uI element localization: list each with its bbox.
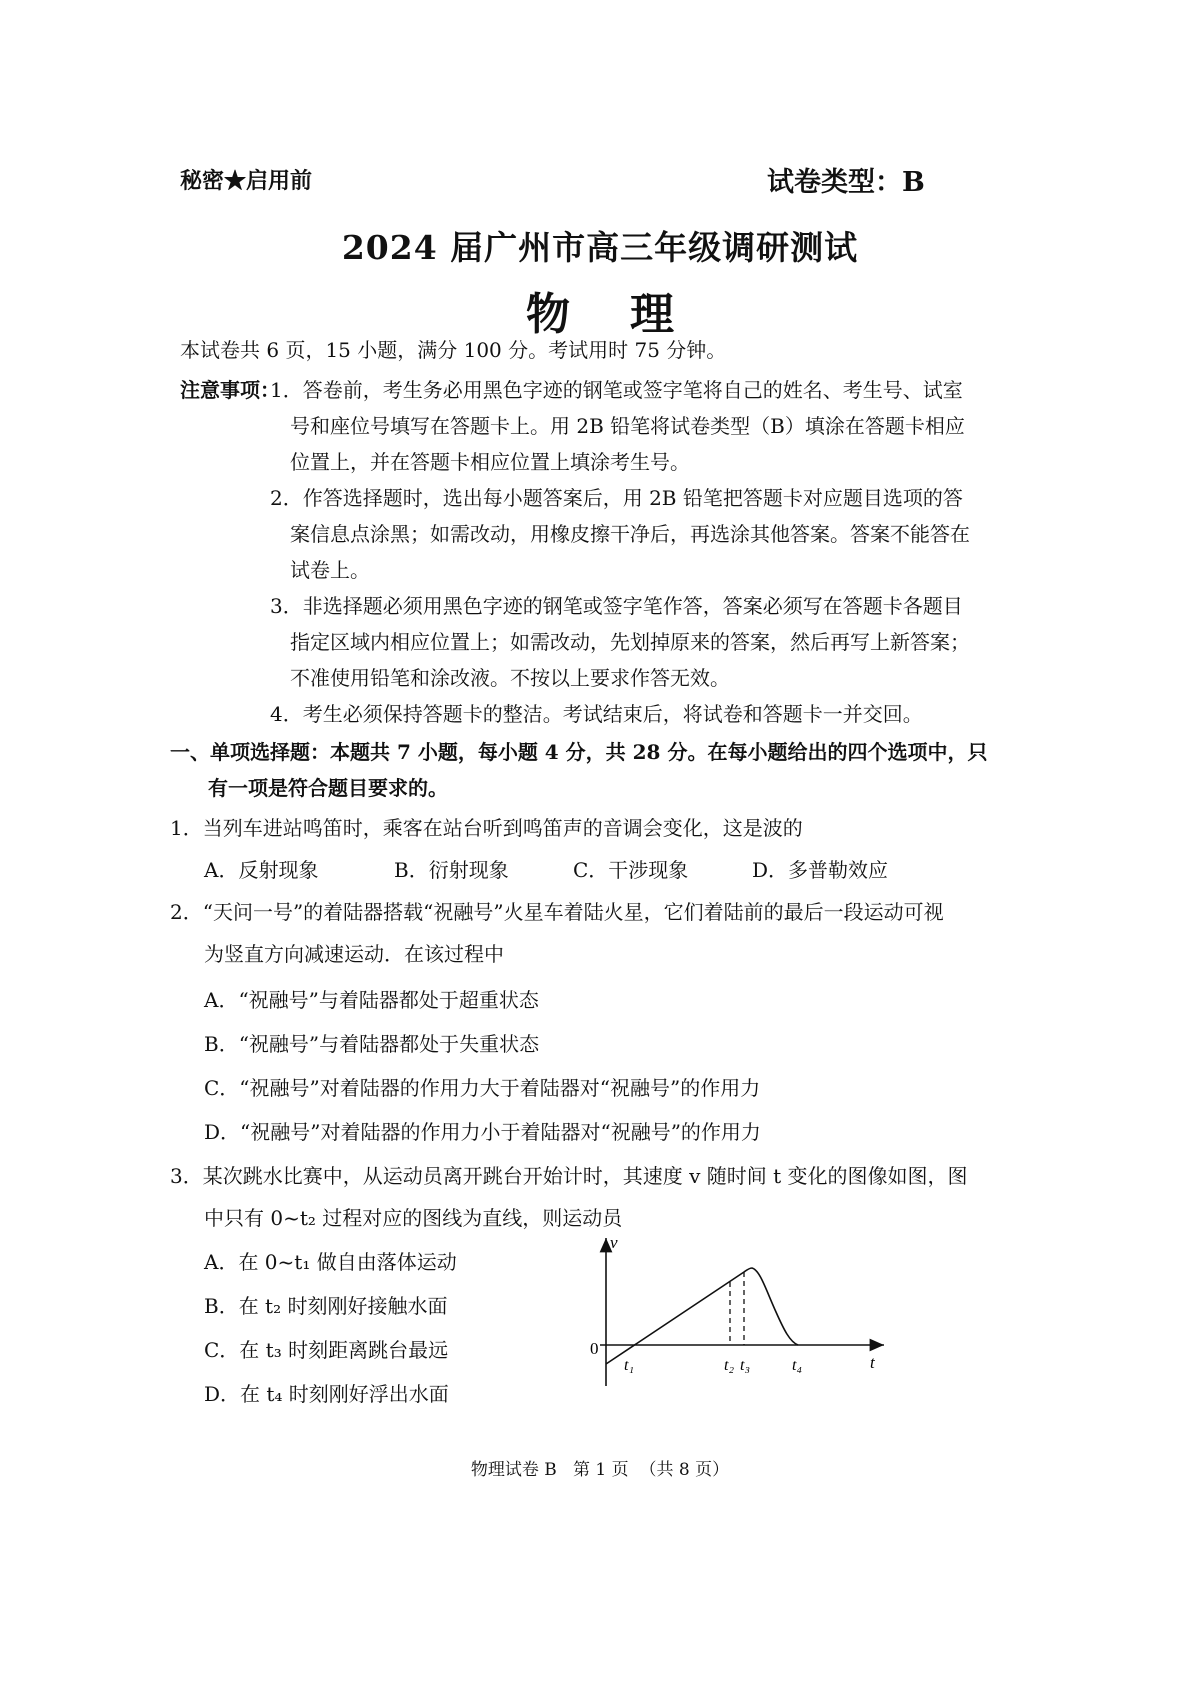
- q3-option-b: B．在 t₂ 时刻刚好接触水面: [204, 1294, 448, 1318]
- t1-label: t₁: [624, 1357, 635, 1374]
- note-line: 不准使用铅笔和涂改液。不按以上要求作答无效。: [290, 666, 730, 690]
- t2-label: t₂: [724, 1357, 735, 1374]
- note-line: 号和座位号填写在答题卡上。用 2B 铅笔将试卷类型（B）填涂在答题卡相应: [290, 414, 965, 438]
- q2-option-b: B．“祝融号”与着陆器都处于失重状态: [204, 1032, 540, 1056]
- velocity-curve: [606, 1268, 798, 1364]
- note-line: 2．作答选择题时，选出每小题答案后，用 2B 铅笔把答题卡对应题目选项的答: [270, 486, 963, 510]
- v-axis-label: v: [610, 1233, 618, 1252]
- q2-option-a: A．“祝融号”与着陆器都处于超重状态: [204, 988, 539, 1012]
- q2-option-d: D．“祝融号”对着陆器的作用力小于着陆器对“祝融号”的作用力: [204, 1120, 761, 1144]
- note-line: 试卷上。: [290, 558, 370, 582]
- exam-title: 2024 届广州市高三年级调研测试: [341, 228, 859, 267]
- t4-label: t₄: [792, 1357, 803, 1374]
- q1-option-d: D．多普勒效应: [752, 858, 889, 882]
- note-line: 1．答卷前，考生务必用黑色字迹的钢笔或签字笔将自己的姓名、考生号、试室: [270, 378, 963, 402]
- note-line: 案信息点涂黑；如需改动，用橡皮擦干净后，再选涂其他答案。答案不能答在: [290, 522, 970, 546]
- t-axis-label: t: [870, 1353, 875, 1372]
- q3-stem-cont: 中只有 0~t₂ 过程对应的图线为直线，则运动员: [204, 1206, 623, 1230]
- notes-label: 注意事项：: [180, 378, 280, 402]
- q3-option-c: C．在 t₃ 时刻距离跳台最远: [204, 1338, 449, 1362]
- q2-stem-cont: 为竖直方向减速运动．在该过程中: [204, 942, 504, 966]
- note-line: 3．非选择题必须用黑色字迹的钢笔或签字笔作答，答案必须写在答题卡各题目: [270, 594, 963, 618]
- q1-option-a: A．反射现象: [204, 858, 319, 882]
- q2-option-c: C．“祝融号”对着陆器的作用力大于着陆器对“祝融号”的作用力: [204, 1076, 761, 1100]
- velocity-time-graph: [580, 1230, 900, 1390]
- t3-label: t₃: [740, 1357, 751, 1374]
- q1-option-c: C．干涉现象: [573, 858, 689, 882]
- q3-stem: 3．某次跳水比赛中，从运动员离开跳台开始计时，其速度 v 随时间 t 变化的图像如图，图: [170, 1164, 968, 1188]
- q1-stem: 1．当列车进站鸣笛时，乘客在站台听到鸣笛声的音调会变化，这是波的: [170, 816, 803, 840]
- q3-option-a: A．在 0~t₁ 做自由落体运动: [204, 1250, 457, 1274]
- origin-label: 0: [590, 1339, 599, 1358]
- intro-text: 本试卷共 6 页，15 小题，满分 100 分。考试用时 75 分钟。: [180, 338, 727, 362]
- paper-type-label: 试卷类型：B: [767, 167, 925, 198]
- secret-label: 秘密★启用前: [180, 168, 313, 194]
- subject-title: 物理: [526, 289, 734, 340]
- q2-stem: 2．“天问一号”的着陆器搭载“祝融号”火星车着陆火星，它们着陆前的最后一段运动可视: [170, 900, 944, 924]
- page-footer: 物理试卷 B 第 1 页 （共 8 页）: [470, 1460, 730, 1480]
- note-line: 指定区域内相应位置上；如需改动，先划掉原来的答案，然后再写上新答案；: [290, 630, 970, 654]
- q3-option-d: D．在 t₄ 时刻刚好浮出水面: [204, 1382, 449, 1406]
- note-line: 位置上，并在答题卡相应位置上填涂考生号。: [290, 450, 690, 474]
- q1-option-b: B．衍射现象: [394, 858, 509, 882]
- section-heading-cont: 有一项是符合题目要求的。: [208, 776, 448, 800]
- section-heading: 一、单项选择题：本题共 7 小题，每小题 4 分，共 28 分。在每小题给出的四个选项中，只: [170, 740, 988, 764]
- note-line: 4．考生必须保持答题卡的整洁。考试结束后，将试卷和答题卡一并交回。: [270, 702, 923, 726]
